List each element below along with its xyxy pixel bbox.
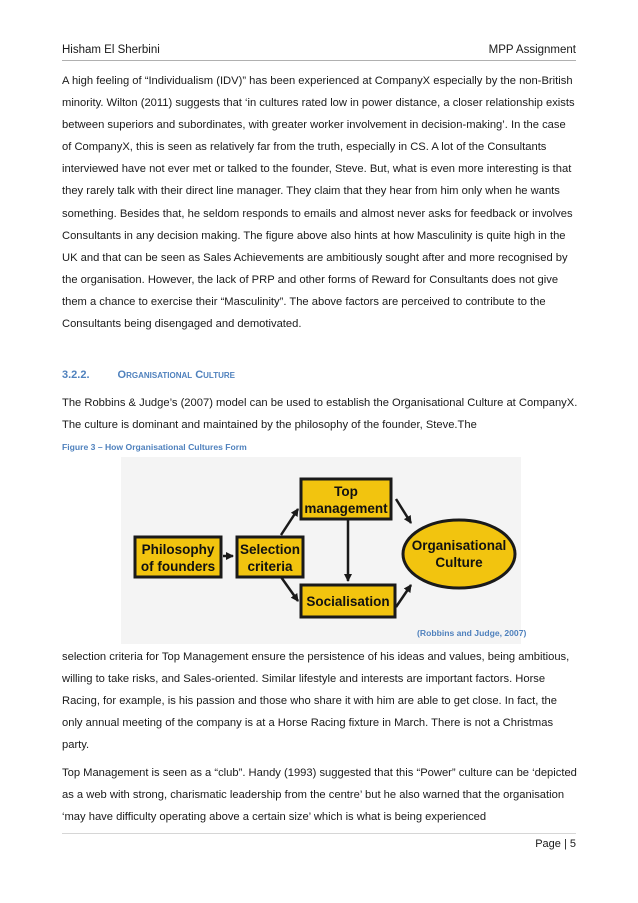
arrow-selection-to-top-management <box>281 509 298 535</box>
paragraph-individualism: A high feeling of “Individualism (IDV)” has been experienced at CompanyX especially by the non-British minority. Wilton (2011) suggests that ‘in cultures rated low in power distance, a closer relationship exists between superiors and subordinates, with greater worker involvement in decision-making’. In the case of CompanyX, this is seen as relatively far from the truth, especially in CS. A lot of the Consultants interviewed have not ever met or talked to the founder, Steve. But, what is even more interesting is that they rarely talk with their direct line manager. They claim that they hear from him only when he wants something. Besides that, he seldom responds to emails and almost never asks for feedback or involves Consultants in any decision making. The figure above also hints at how Masculinity is quite high in the UK and that can be seen as Sales Achievements are ambitiously sought after and more recognised by the organisation. However, the lack of PRP and other forms of Reward for Consultants does not give them a chance to exercise their “Masculinity”. The above factors are perceived to contribute to the Consultants being disengaged and demotivated. <box>62 75 575 331</box>
paragraph-selection-criteria: selection criteria for Top Management ensure the persistence of his ideas and values, being ambitious, willing to take risks, and Sales-oriented. Similar lifestyle and interests are important factors. Horse Racing, for example, is his passion and those who share it with him are able to get close. In fact, the only annual meeting of the company is at a Horse Racing fixture in March. There is not a Christmas party. <box>62 651 570 752</box>
footer-divider <box>62 833 576 834</box>
box-socialisation-text: Socialisation <box>306 594 390 609</box>
header-doc-title: MPP Assignment <box>488 44 576 56</box>
figure-caption: Figure 3 – How Organisational Cultures Form <box>62 442 247 452</box>
ellipse-culture-line1: Organisational <box>411 538 507 553</box>
section-number: 3.2.2. <box>62 369 90 381</box>
box-top-management-line1: Top <box>334 484 358 499</box>
paragraph-robbins-judge: The Robbins & Judge’s (2007) model can be used to establish the Organisational Culture at CompanyX. The culture is dominant and maintained by the philosophy of the founder, Steve.The <box>62 397 578 432</box>
page-header <box>62 38 576 61</box>
culture-diagram-svg <box>121 457 521 644</box>
arrow-selection-to-socialisation <box>281 577 298 601</box>
ellipse-culture-line2: Culture <box>435 555 483 570</box>
header-author: Hisham El Sherbini <box>62 44 160 56</box>
arrow-socialisation-to-culture <box>396 585 411 607</box>
box-top-management-line2: management <box>304 501 388 516</box>
figure-source: (Robbins and Judge, 2007) <box>417 628 527 638</box>
box-philosophy-line2: of founders <box>140 559 216 574</box>
paragraph-top-management: Top Management is seen as a “club”. Handy (1993) suggested that this “Power” culture can be ‘depicted as a web with strong, charismatic leadership from the centre’ but he also warned that the organisation ‘may have difficulty operating above a certain size’ which is what is being experienced <box>62 767 577 824</box>
arrow-top-management-to-culture <box>396 499 411 523</box>
ellipse-organisational-culture <box>403 520 515 588</box>
page-number: Page | 5 <box>535 838 576 850</box>
box-philosophy-line1: Philosophy <box>141 542 215 557</box>
section-title: Organisational Culture <box>117 369 236 381</box>
culture-diagram <box>121 457 521 644</box>
section-heading <box>62 369 235 381</box>
box-selection-line1: Selection <box>239 542 301 557</box>
box-selection-line2: criteria <box>247 559 293 574</box>
